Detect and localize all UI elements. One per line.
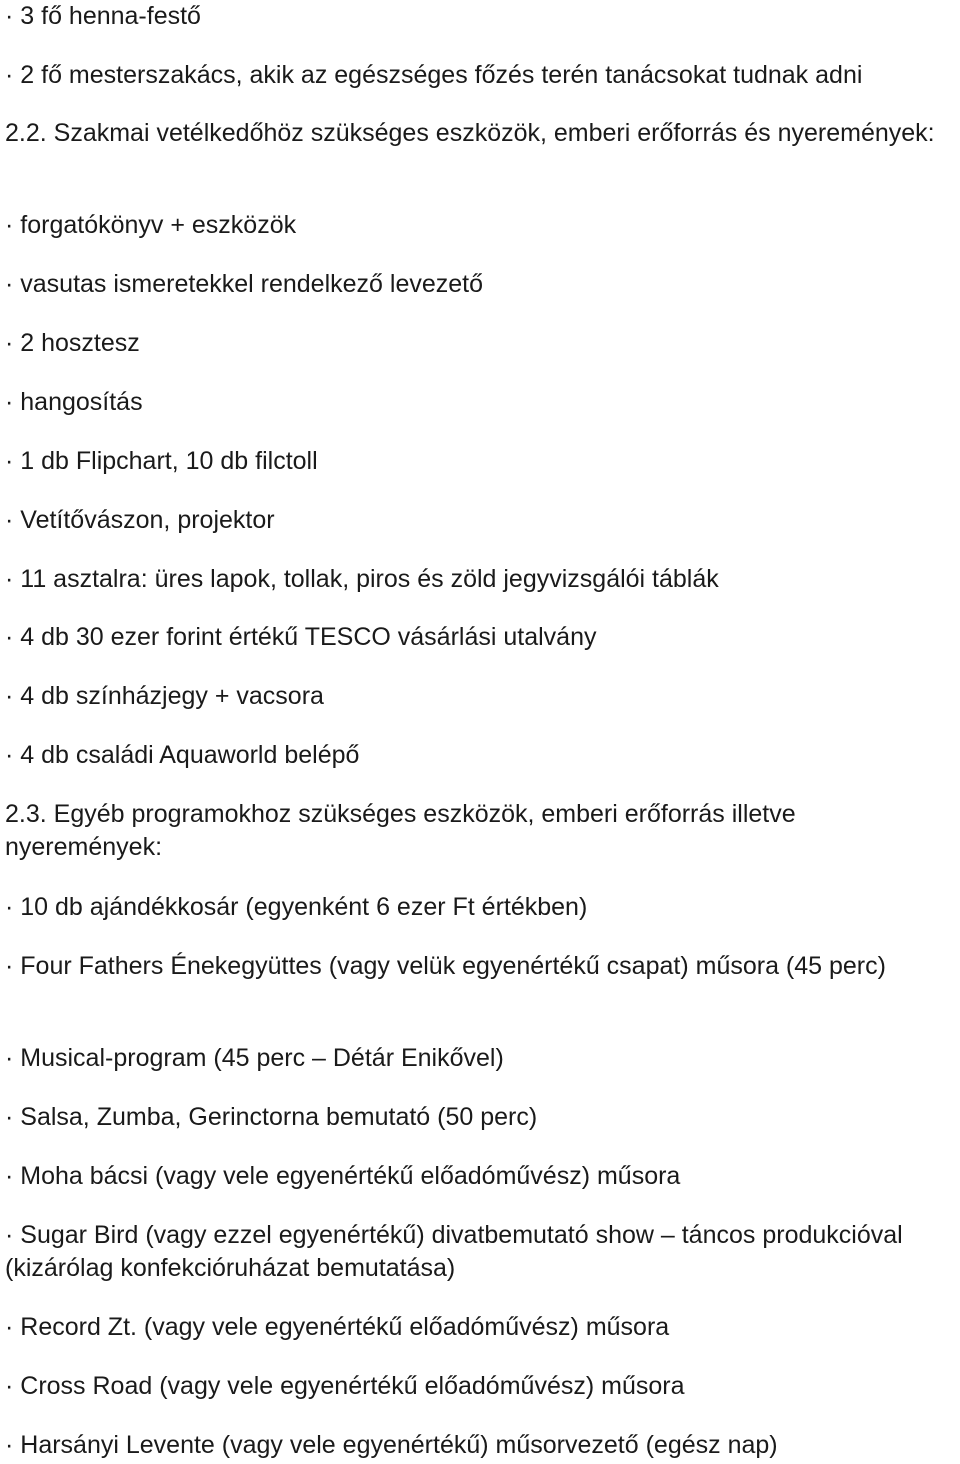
list-item: · 10 db ajándékkosár (egyenként 6 ezer Ft értékben) [5,893,588,921]
list-item: · hangosítás [5,388,143,416]
list-item: · Four Fathers Énekegyüttes (vagy velük egyenértékű csapat) műsora (45 perc) [5,952,886,980]
list-item: · 3 fő henna-festő [5,2,201,30]
list-item: · Harsányi Levente (vagy vele egyenértékű) műsorvezető (egész nap) [5,1431,778,1459]
list-item: · Record Zt. (vagy vele egyenértékű előadóművész) műsora [5,1313,670,1341]
section-heading-2-3: 2.3. Egyéb programokhoz szükséges eszközök, emberi erőforrás illetve nyeremények: [5,800,796,861]
list-item: · Salsa, Zumba, Gerinctorna bemutató (50 perc) [5,1103,538,1131]
list-item: · 11 asztalra: üres lapok, tollak, piros és zöld jegyvizsgálói táblák [5,565,719,593]
list-item: · 4 db színházjegy + vacsora [5,682,324,710]
list-item: · vasutas ismeretekkel rendelkező levezető [5,270,484,298]
section-heading-2-2: 2.2. Szakmai vetélkedőhöz szükséges eszközök, emberi erőforrás és nyeremények: [5,119,935,147]
list-item: · Moha bácsi (vagy vele egyenértékű előadóművész) műsora [5,1162,681,1190]
list-item: · 1 db Flipchart, 10 db filctoll [5,447,318,475]
list-item: · forgatókönyv + eszközök [5,211,297,239]
list-item: · 2 hosztesz [5,329,140,357]
list-item: · Cross Road (vagy vele egyenértékű előadóművész) műsora [5,1372,685,1400]
list-item: · Musical-program (45 perc – Détár Enikővel) [5,1044,504,1072]
list-item: · 4 db 30 ezer forint értékű TESCO vásárlási utalvány [5,623,597,651]
list-item: · 2 fő mesterszakács, akik az egészséges főzés terén tanácsokat tudnak adni [5,61,863,89]
list-item: · Sugar Bird (vagy ezzel egyenértékű) divatbemutató show – táncos produkcióval (kizárólag konfekcióruházat bemutatása) [5,1221,903,1282]
list-item: · Vetítővászon, projektor [5,506,275,534]
list-item: · 4 db családi Aquaworld belépő [5,741,360,769]
